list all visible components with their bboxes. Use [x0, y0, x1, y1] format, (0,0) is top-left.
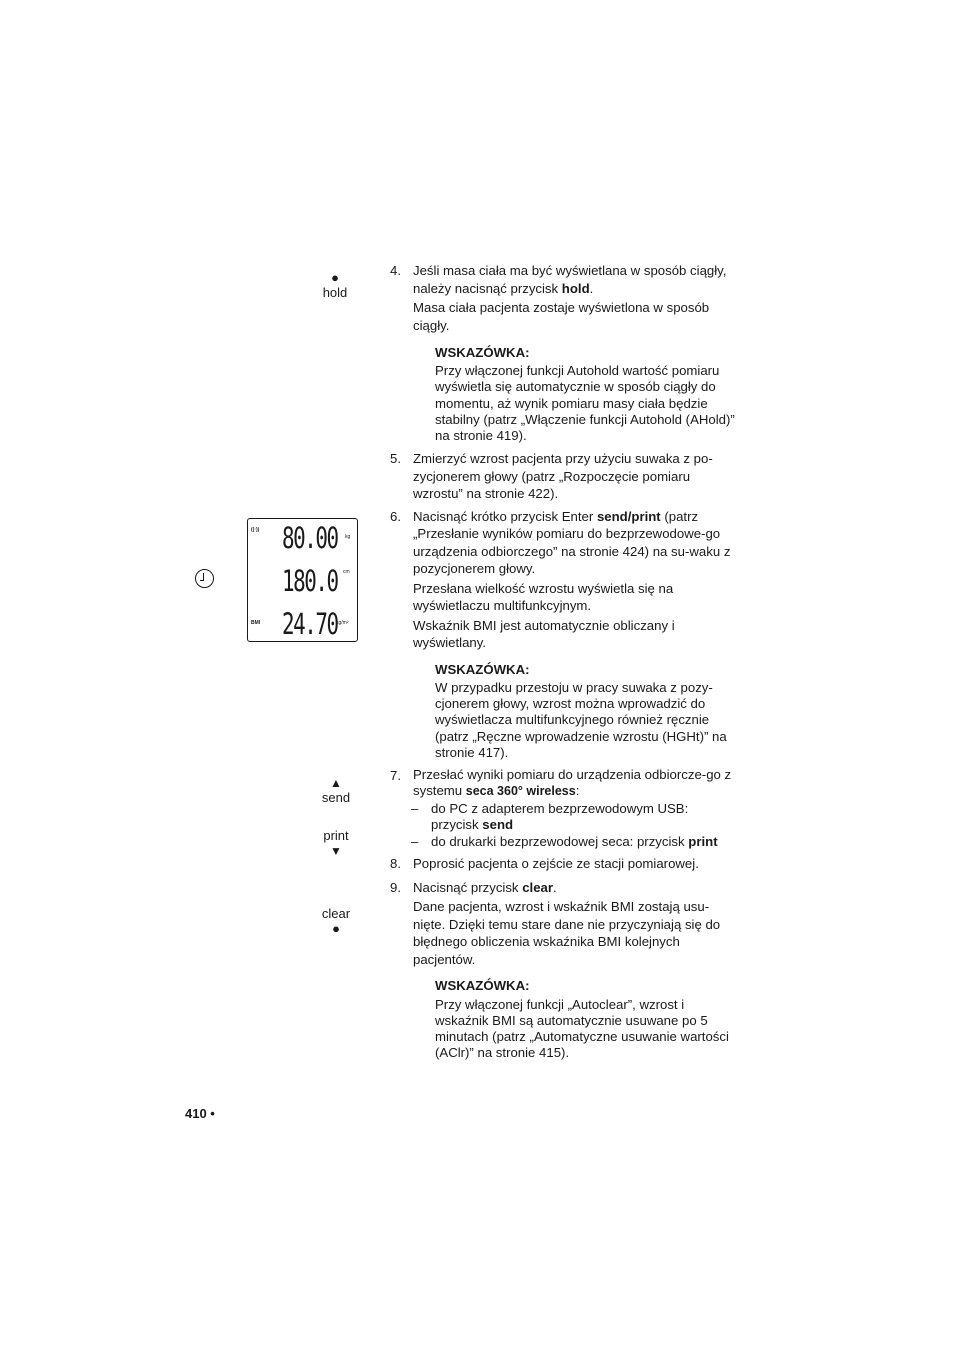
step-4: 4. Jeśli masa ciała ma być wyświetlana w sposób ciągły, należy nacisnąć przycisk hold. Masa ciała pacjenta zostaje wyświetlona w sposób ciągły.	[390, 263, 727, 333]
step-9: 9. Nacisnąć przycisk clear. Dane pacjenta, wzrost i wskaźnik BMI zostają usu-nięte. Dzięki temu stare dane nie przyczyniają się do błędnego obliczenia wskaźnika BMI kolejnych pacjentów.	[390, 879, 721, 967]
instructions	[390, 262, 735, 1066]
signal-icon: ((·))	[251, 527, 260, 533]
dot-icon: ●	[332, 921, 340, 936]
bmi-label: BMI	[251, 620, 261, 626]
weight-unit: kg	[345, 534, 351, 540]
print-button	[306, 828, 366, 858]
note-manual-height: WSKAZÓWKA: W przypadku przestoju w pracy suwaka z pozy-cjonerem głowy, wzrost można wprowadzić do wyświetlacza multifunkcyjnego również ręcznie (patrz „Ręczne wprowadzenie wzrostu (HGHt)” na stronie 417).	[435, 661, 727, 760]
clear-label: clear	[321, 906, 351, 921]
height-value: 180.0	[282, 564, 338, 598]
bmi-value: 24.70	[282, 607, 338, 641]
note-autoclear: WSKAZÓWKA: Przy włączonej funkcji „Autoclear”, wzrost i wskaźnik BMI są automatycznie usuwane po 5 minutach (patrz „Automatyczne usuwanie wartości (AClr)” na stronie 415).	[435, 978, 729, 1061]
dot-icon: ●	[331, 270, 339, 285]
print-option: – do drukarki bezprzewodowej seca: przycisk print	[411, 833, 718, 849]
step-8: 8. Poprosić pacjenta o zejście ze stacji pomiarowej.	[390, 856, 699, 872]
step-6: 6. Nacisnąć krótko przycisk Enter send/print (patrz „Przesłanie wyników pomiaru do bezprzewodowe-go urządzenia odbiorczego” na stronie 424) na su-waku z pozycjonerem głowy. Przesłana wielkość wzrostu wyświetla się na wyświetlaczu multifunkcyjnym. Wskaźnik BMI jest automatycznie obliczany i wyświetlany.	[390, 508, 731, 651]
print-label: print	[323, 828, 349, 843]
triangle-down-icon: ▼	[330, 844, 342, 858]
note-autohold: WSKAZÓWKA: Przy włączonej funkcji Autohold wartość pomiaru wyświetla się automatycznie w sposób ciągły do momentu, aż wynik pomiaru masy ciała będzie stabilny (patrz „Włączenie funkcji Autohold (AHold)” na stronie 419).	[435, 345, 735, 444]
clock-icon	[195, 569, 214, 588]
page-number: 410 •	[185, 1106, 215, 1121]
hold-button	[305, 271, 365, 301]
send-button	[306, 776, 366, 806]
step-5: 5. Zmierzyć wzrost pacjenta przy użyciu suwaka z po-zycjonerem głowy (patrz „Rozpoczęcie pomiaru wzrostu” na stronie 422).	[390, 451, 713, 502]
send-option: – do PC z adapterem bezprzewodowym USB: przycisk send	[411, 800, 689, 833]
multifunction-display	[247, 518, 358, 642]
bmi-unit: kg/m²	[336, 620, 349, 626]
triangle-up-icon: ▲	[330, 776, 342, 790]
send-label: send	[321, 790, 351, 805]
height-unit: cm	[343, 569, 350, 575]
hold-label: hold	[322, 285, 348, 300]
step-7: 7. Przesłać wyniki pomiaru do urządzenia odbiorcze-go z systemu seca 360° wireless:	[390, 766, 732, 799]
clear-button	[306, 906, 366, 936]
weight-value: 80.00	[282, 521, 338, 555]
